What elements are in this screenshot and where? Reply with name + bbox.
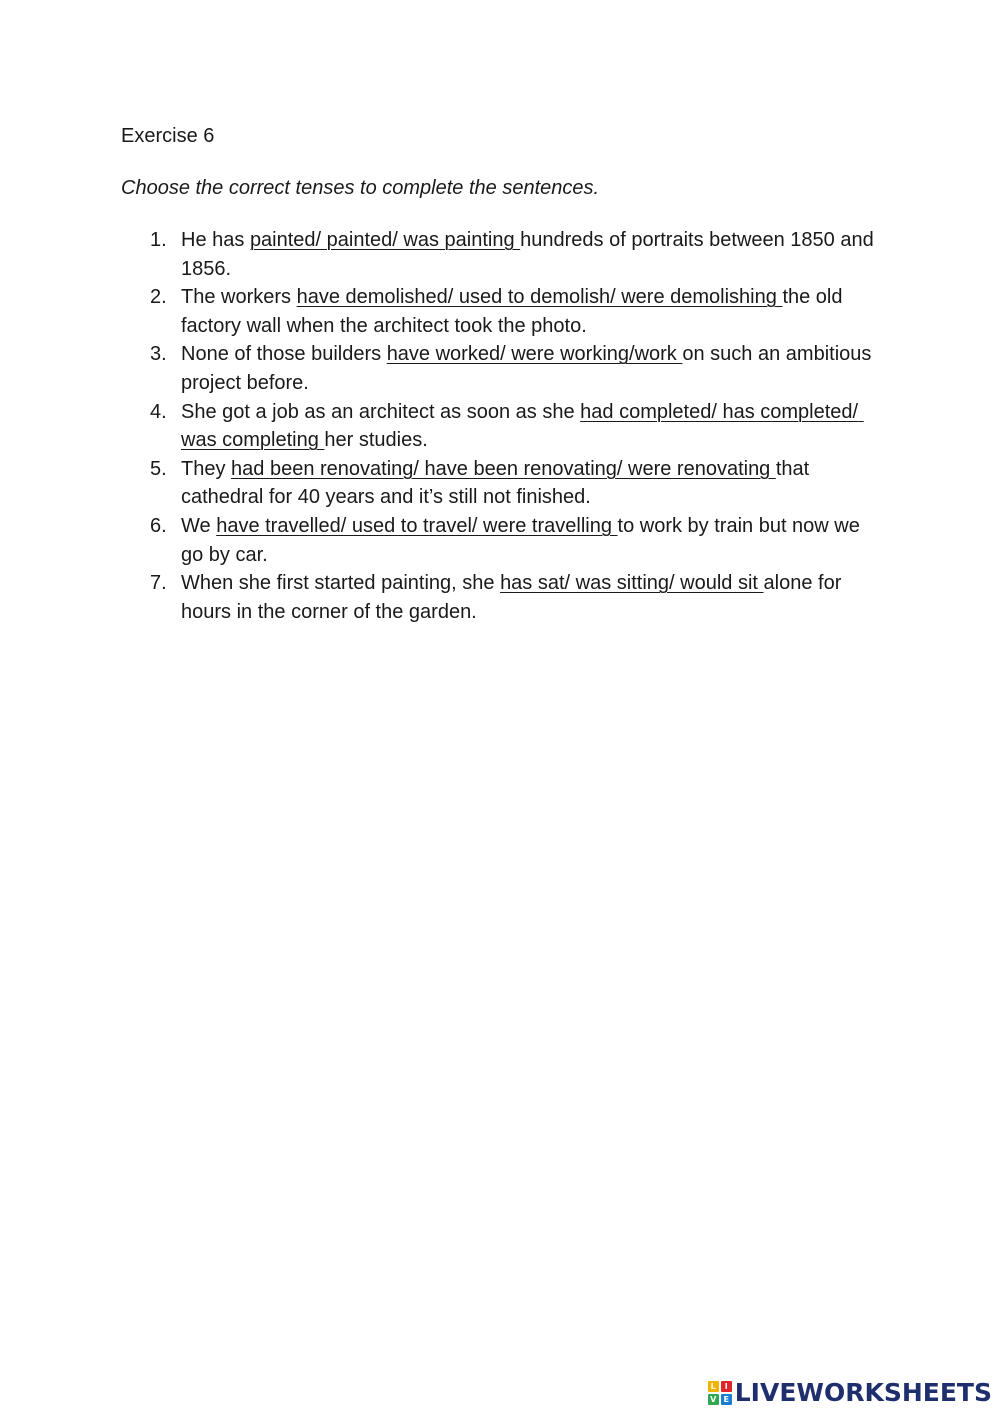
exercise-title: Exercise 6 xyxy=(121,125,215,147)
question-before: When she first started painting, she xyxy=(181,572,501,595)
question-before: He has xyxy=(181,229,250,251)
logo-mark-cell: L xyxy=(708,1381,719,1392)
question-item xyxy=(150,226,880,283)
question-after: hundreds of portraits between 1850 and 1856. xyxy=(181,229,874,280)
question-text xyxy=(181,283,880,340)
liveworksheets-logo[interactable] xyxy=(708,1380,992,1406)
logo-mark-cell: V xyxy=(708,1394,719,1405)
question-number: 7. xyxy=(150,572,167,595)
question-before: They xyxy=(181,457,232,480)
question-after: to work by train but now we go by car. xyxy=(181,514,860,566)
logo-mark-cell: I xyxy=(721,1381,732,1392)
question-after: that cathedral for 40 years and it’s still not finished. xyxy=(181,457,810,509)
question-number: 5. xyxy=(150,457,167,480)
answer-options[interactable]: have demolished/ used to demolish/ were demolishing xyxy=(296,286,783,309)
logo-text: LIVEWORKSHEETS xyxy=(734,1378,992,1407)
question-after: on such an ambitious project before. xyxy=(181,343,872,394)
answer-options[interactable]: had completed/ has completed/ was completing xyxy=(181,400,864,452)
answer-options[interactable]: painted/ painted/ was painting xyxy=(249,229,521,251)
question-after: the old factory wall when the architect took the photo. xyxy=(181,286,843,337)
question-text xyxy=(181,569,880,626)
question-text xyxy=(181,512,880,569)
question-item xyxy=(150,569,880,626)
question-after: alone for hours in the corner of the garden. xyxy=(181,572,842,623)
question-list xyxy=(150,226,880,626)
question-number: 3. xyxy=(150,343,167,366)
question-number: 2. xyxy=(150,286,167,309)
logo-mark-cell: E xyxy=(721,1394,732,1405)
question-item xyxy=(150,340,880,397)
question-number: 4. xyxy=(150,400,167,423)
answer-options[interactable]: has sat/ was sitting/ would sit xyxy=(500,572,764,595)
question-before: The workers xyxy=(181,286,297,309)
answer-options[interactable]: had been renovating/ have been renovating/ were renovating xyxy=(231,457,776,480)
question-item xyxy=(150,455,880,512)
question-item xyxy=(150,398,880,455)
question-text xyxy=(181,455,880,512)
question-text xyxy=(181,226,880,283)
liveworksheets-logo-icon xyxy=(708,1381,732,1405)
question-before: We xyxy=(181,514,217,537)
answer-options[interactable]: have worked/ were working/work xyxy=(386,343,683,366)
question-after: her studies. xyxy=(324,429,428,452)
question-text xyxy=(181,340,880,397)
question-text xyxy=(181,398,880,455)
answer-options[interactable]: have travelled/ used to travel/ were travelling xyxy=(216,514,618,537)
instruction-text: Choose the correct tenses to complete the sentences. xyxy=(121,177,600,199)
question-item xyxy=(150,512,880,569)
question-before: None of those builders xyxy=(181,343,387,366)
question-item xyxy=(150,283,880,340)
question-number: 1. xyxy=(150,229,167,251)
question-before: She got a job as an architect as soon as she xyxy=(181,400,581,423)
question-number: 6. xyxy=(150,514,167,537)
